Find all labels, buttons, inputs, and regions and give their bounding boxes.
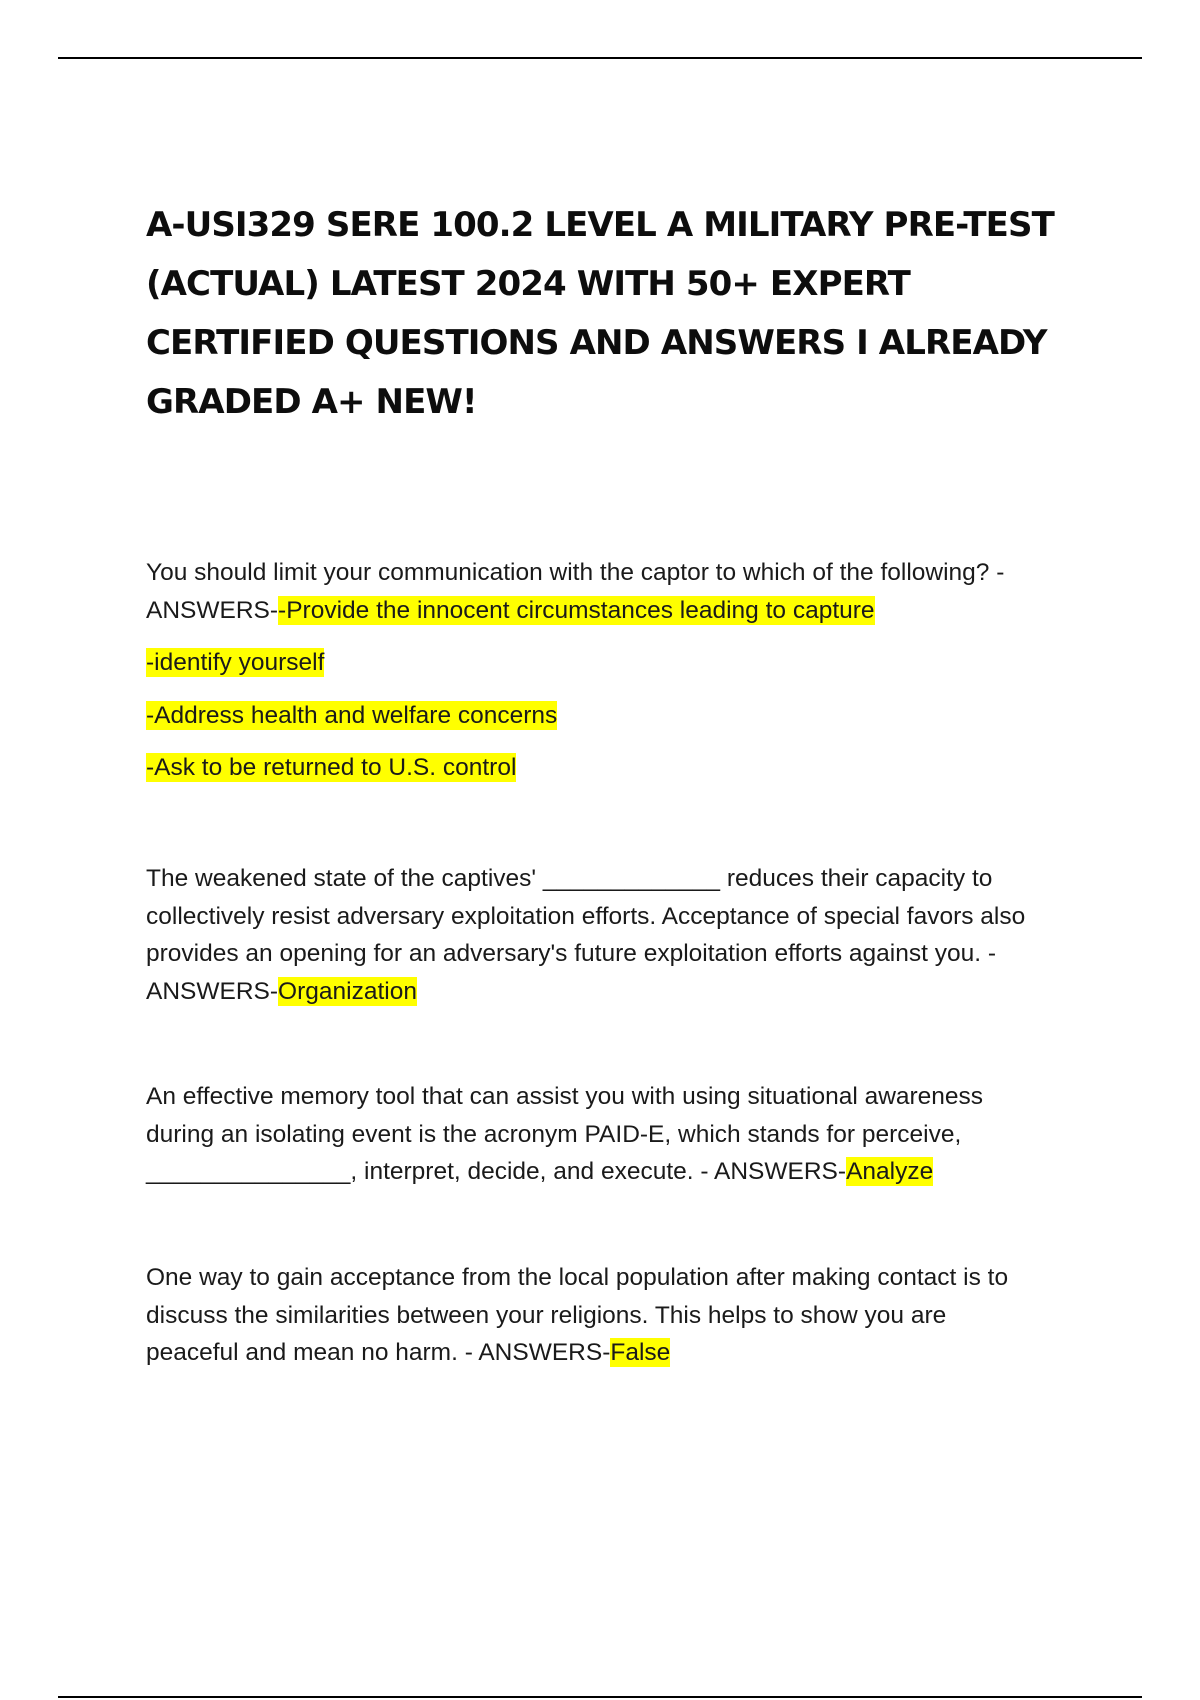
question-line: provides an opening for an adversary's future exploitation efforts against you. - (146, 940, 996, 967)
question-answer-line (146, 1334, 1106, 1372)
qa-item (146, 1078, 1106, 1191)
title-line: A-USI329 SERE 100.2 LEVEL A MILITARY PRE-TEST (146, 205, 1054, 245)
qa-item (146, 860, 1106, 1010)
top-rule (58, 57, 1142, 59)
question-text (146, 1259, 1106, 1372)
question-line: discuss the similarities between your religions. This helps to show you are (146, 1301, 947, 1329)
question-line: collectively resist adversary exploitation efforts. Acceptance of special favors also (146, 902, 1026, 930)
answers-prefix: _______________, interpret, decide, and execute. - ANSWERS- (146, 1158, 847, 1185)
answer-highlight: False (610, 1339, 671, 1366)
question-text (146, 860, 1106, 1010)
qa-item (146, 1259, 1106, 1372)
question-line: An effective memory tool that can assist you with using situational awareness (146, 1083, 984, 1110)
answers-prefix: ANSWERS- (146, 977, 279, 1005)
answer-list-item (146, 749, 1106, 787)
question-answer-line (146, 1153, 1106, 1191)
bottom-rule (58, 1696, 1142, 1698)
question-text (146, 554, 1106, 629)
title-line: (ACTUAL) LATEST 2024 WITH 50+ EXPERT (146, 264, 910, 304)
answer-highlight: -Address health and welfare concerns (146, 701, 558, 729)
qa-item (146, 554, 1106, 787)
answers-prefix: peaceful and mean no harm. - ANSWERS- (146, 1339, 611, 1366)
document-header (146, 196, 1086, 432)
question-answer-line (146, 592, 1106, 630)
title-line: GRADED A+ NEW! (146, 382, 477, 422)
title-line: CERTIFIED QUESTIONS AND ANSWERS I ALREADY (146, 323, 1047, 363)
answers-prefix: ANSWERS- (146, 596, 279, 624)
question-line: during an isolating event is the acronym PAID-E, which stands for perceive, (146, 1120, 962, 1148)
answer-highlight: -Provide the innocent circumstances leading to capture (278, 596, 875, 624)
answer-highlight: Analyze (846, 1158, 934, 1185)
document-title (146, 196, 1086, 432)
question-text (146, 1078, 1106, 1191)
question-answer-line (146, 973, 1106, 1011)
answer-highlight: -Ask to be returned to U.S. control (146, 754, 517, 781)
question-line: One way to gain acceptance from the local population after making contact is to (146, 1264, 1009, 1291)
question-line: The weakened state of the captives' _____________ reduces their capacity to (146, 865, 993, 892)
answer-highlight: Organization (278, 977, 417, 1005)
question-line: You should limit your communication with the captor to which of the following? - (146, 559, 1005, 586)
answer-highlight: -identify yourself (146, 649, 325, 676)
answer-list-item (146, 697, 1106, 735)
answer-list-item (146, 644, 1106, 682)
